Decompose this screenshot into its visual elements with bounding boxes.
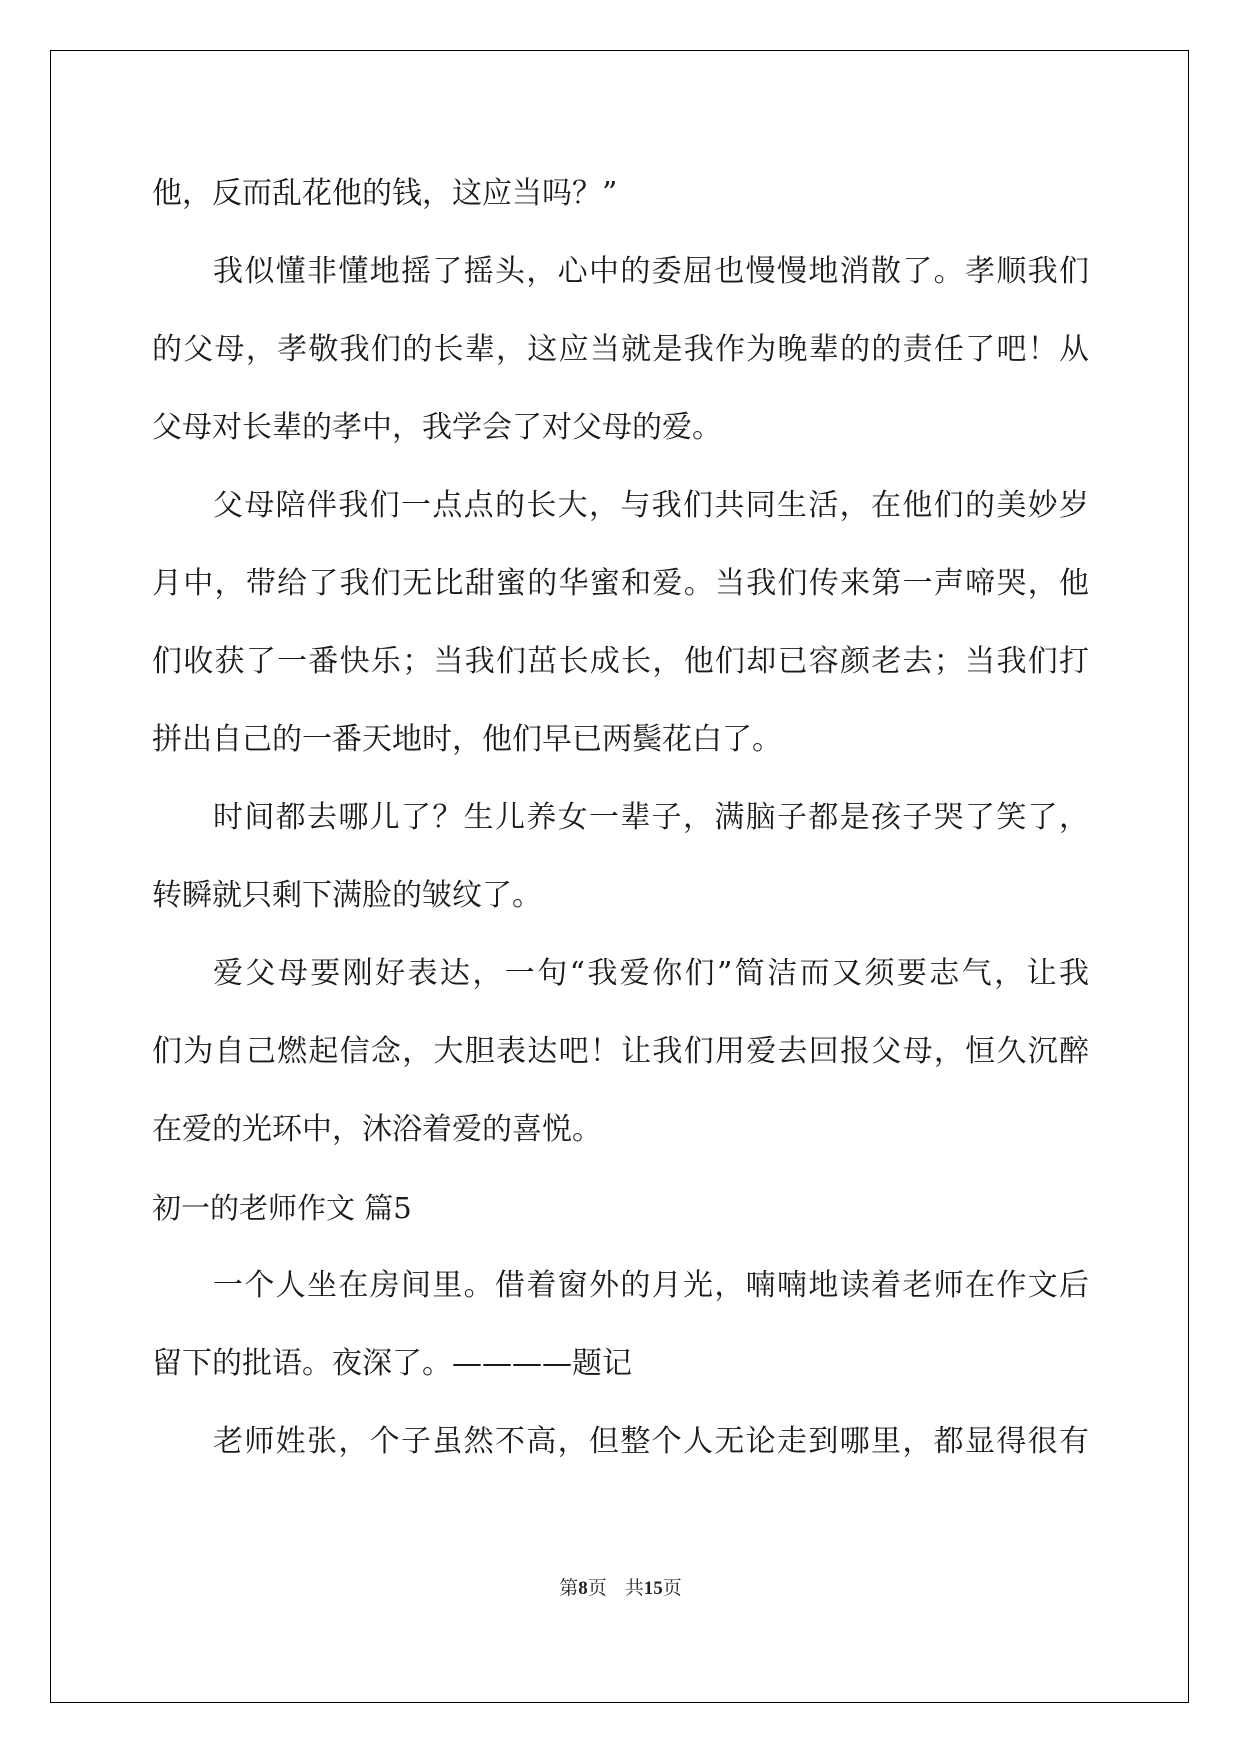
footer-page-suffix: 页 <box>587 1577 607 1599</box>
footer-total-suffix: 页 <box>662 1577 682 1599</box>
footer-prefix: 第 <box>559 1577 579 1599</box>
paragraph-line: 父母陪伴我们一点点的长大，与我们共同生活，在他们的美妙岁 <box>213 488 1089 523</box>
paragraph-line: 的父母，孝敬我们的长辈，这应当就是我作为晚辈的的责任了吧！从 <box>152 332 1089 367</box>
paragraph-line: 时间都去哪儿了？生儿养女一辈子，满脑子都是孩子哭了笑了， <box>213 800 1089 835</box>
paragraph-line: 们为自己燃起信念，大胆表达吧！让我们用爱去回报父母，恒久沉醉 <box>152 1034 1089 1069</box>
paragraph-line: 拼出自己的一番天地时，他们早已两鬓花白了。 <box>152 722 782 757</box>
paragraph-line: 爱父母要刚好表达，一句“我爱你们”简洁而又须要志气，让我 <box>213 956 1089 991</box>
paragraph-line: 们收获了一番快乐；当我们茁长成长，他们却已容颜老去；当我们打 <box>152 644 1089 679</box>
section-heading: 初一的老师作文 篇5 <box>152 1191 412 1225</box>
footer-total-prefix: 共 <box>624 1577 644 1599</box>
paragraph-line: 月中，带给了我们无比甜蜜的华蜜和爱。当我们传来第一声啼哭，他 <box>152 566 1089 601</box>
total-page-number: 15 <box>643 1578 663 1599</box>
paragraph-line: 一个人坐在房间里。借着窗外的月光，喃喃地读着老师在作文后 <box>213 1268 1089 1303</box>
paragraph-line: 父母对长辈的孝中，我学会了对父母的爱。 <box>152 410 722 445</box>
current-page-number: 8 <box>578 1578 588 1599</box>
page-footer <box>0 1573 1241 1600</box>
paragraph-line: 老师姓张，个子虽然不高，但整个人无论走到哪里，都显得很有 <box>213 1424 1089 1459</box>
paragraph-line: 他，反而乱花他的钱，这应当吗？” <box>152 176 618 211</box>
paragraph-line: 留下的批语。夜深了。————题记 <box>152 1346 632 1381</box>
paragraph-line: 我似懂非懂地摇了摇头，心中的委屈也慢慢地消散了。孝顺我们 <box>213 254 1089 289</box>
paragraph-line: 转瞬就只剩下满脸的皱纹了。 <box>152 878 542 913</box>
document-body <box>152 155 1089 1481</box>
paragraph-line: 在爱的光环中，沐浴着爱的喜悦。 <box>152 1112 602 1147</box>
